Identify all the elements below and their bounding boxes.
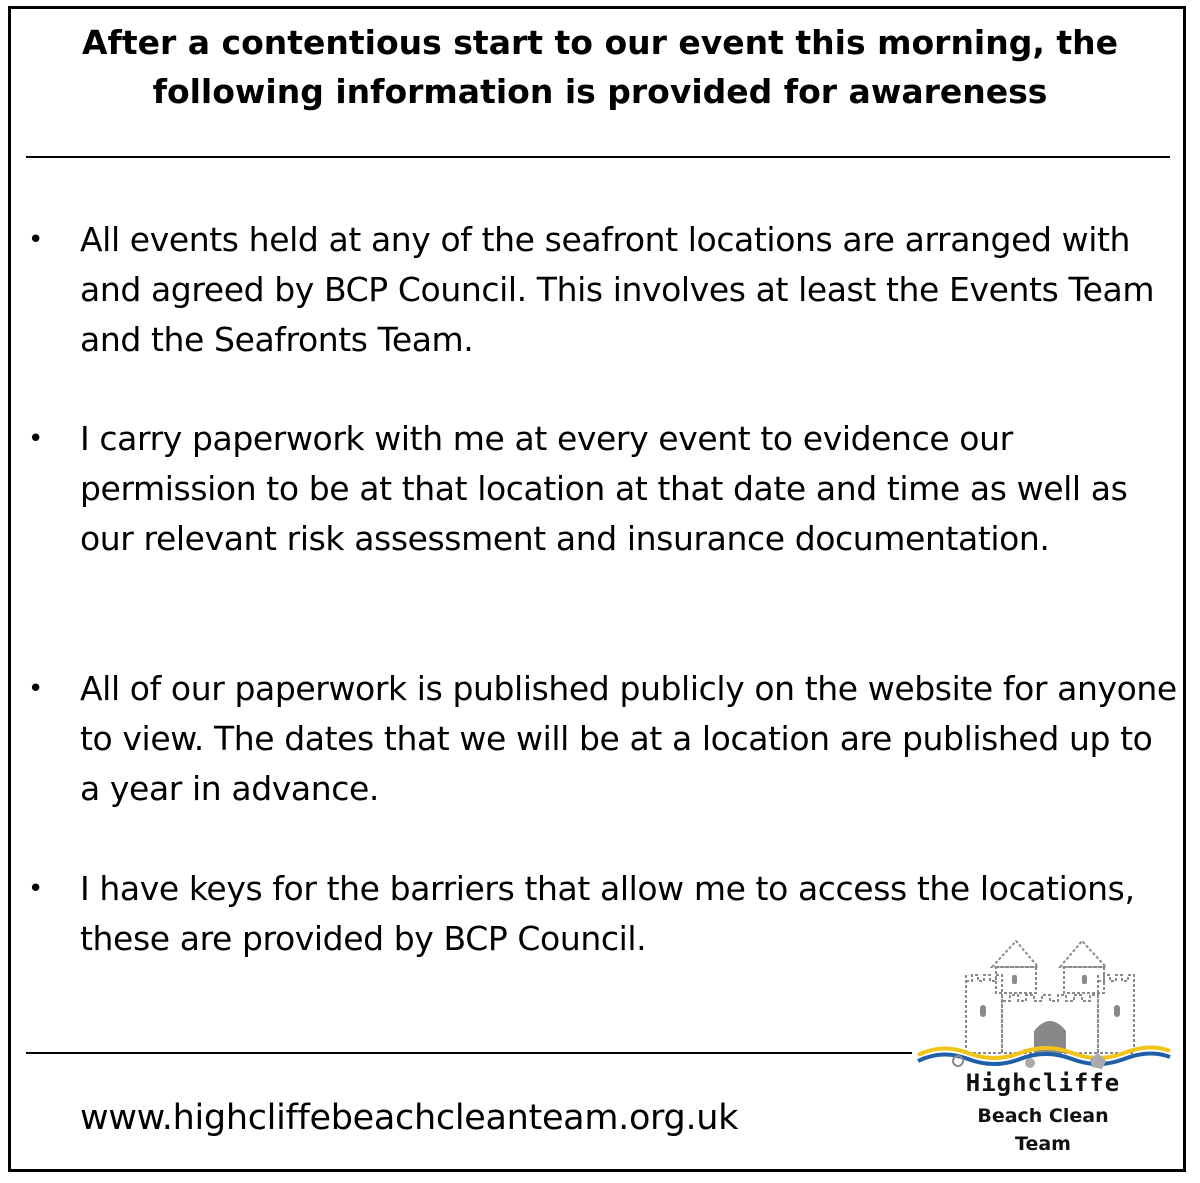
logo-name-line3: Team [1015,1133,1071,1155]
list-item-text: All of our paperwork is published publicly on the website for anyone to view. The dates that we will be at a location are published up to a year in advance. [80,669,1177,808]
list-item-text: I carry paperwork with me at every event to evidence our permission to be at that location at that date and time as well as our relevant risk assessment and insurance documentation. [80,419,1128,558]
bottom-divider [26,1052,912,1054]
team-logo [912,935,1174,1165]
bullet-marker: • [28,225,44,255]
sandcastle-icon [912,935,1174,1070]
logo-name-line2: Beach Clean [977,1105,1109,1127]
bullet-marker: • [28,424,44,454]
website-url: www.highcliffebeachcleanteam.org.uk [80,1098,739,1138]
logo-name-line1: Highcliffe [965,1069,1121,1097]
bullet-marker: • [28,674,44,704]
page-title: After a contentious start to our event this morning, the following information is provided for awareness [81,23,1119,111]
bullet-marker: • [28,874,44,904]
list-item-text: I have keys for the barriers that allow me to access the locations, these are provided by BCP Council. [80,869,1135,958]
list-item-text: All events held at any of the seafront locations are arranged with and agreed by BCP Council. This involves at least the Events Team and the Seafronts Team. [80,220,1155,359]
top-divider [26,156,1170,158]
